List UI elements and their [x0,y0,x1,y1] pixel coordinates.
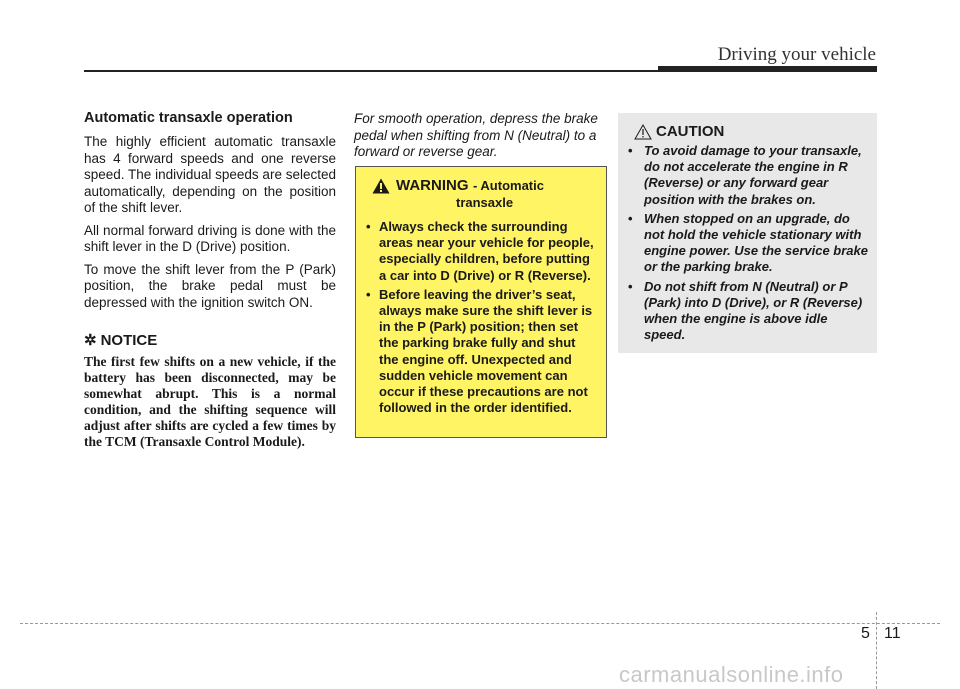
page-number: 11 [884,625,901,642]
header-rule [84,70,658,72]
list-item: • Always check the surrounding areas near your vehicle for people, especially children, before putting a car into D (Drive) or R (Reverse). [366,219,596,284]
notice-heading [84,331,336,349]
intro-text: For smooth operation, depress the brake pedal when shifting from N (Neutral) to a forward or reverse gear. [354,111,598,159]
left-column [84,110,336,450]
header-rule-thick [658,66,877,72]
paragraph: All normal forward driving is done with the shift lever in the D (Drive) position. [84,222,336,254]
cross-star-icon: ✲ [84,332,97,349]
warning-subtitle-line2: transaxle [456,195,514,210]
warning-label: WARNING [396,177,469,194]
warning-box [355,166,607,438]
list-item: • When stopped on an upgrade, do not hold the vehicle stationary with engine power. Use the service brake or the parking brake. [628,211,869,276]
paragraph: The highly efficient automatic transaxle has 4 forward speeds and one reverse speed. The individual speeds are selected automatically, depending on the position of the shift lever. [84,134,336,215]
caution-triangle-icon [634,124,652,140]
page-divider [876,612,877,689]
warning-triangle-icon [372,178,390,194]
caution-heading [634,123,869,140]
list-item: • Do not shift from N (Neutral) or P (Park) into D (Drive), or R (Reverse) when the engine is above idle speed. [628,279,869,344]
section-title: Automatic transaxle operation [84,110,293,126]
warning-subtitle: - Automatic [472,178,544,193]
chapter-number: 5 [861,625,870,642]
list-item: • Before leaving the driver’s seat, always make sure the shift lever is in the P (Park) position; then set the parking brake fully and shut the engine off. Unexpected and sudden vehicle movement can occur if these precautions are not followed in the order identified. [366,287,596,417]
warning-heading [372,177,596,211]
notice-label: NOTICE [100,331,158,349]
caution-box [618,113,877,353]
notice-text: The first few shifts on a new vehicle, if the battery has been disconnected, may be somewhat abrupt. This is a normal condition, and the shifting sequence will adjust after shifts are cycled a few times by the TCM (Transaxle Control Module). [84,354,336,449]
footer-rule [20,623,940,624]
warning-list [366,219,596,416]
paragraph: To move the shift lever from the P (Park) position, the brake pedal must be depressed with the ignition switch ON. [84,261,336,310]
caution-list [628,143,869,343]
page-header-title: Driving your vehicle [717,44,876,65]
watermark: carmanualsonline.info [619,662,844,687]
caution-label: CAUTION [656,123,725,140]
list-item: • To avoid damage to your transaxle, do not accelerate the engine in R (Reverse) or any forward gear position with the brakes on. [628,143,869,208]
